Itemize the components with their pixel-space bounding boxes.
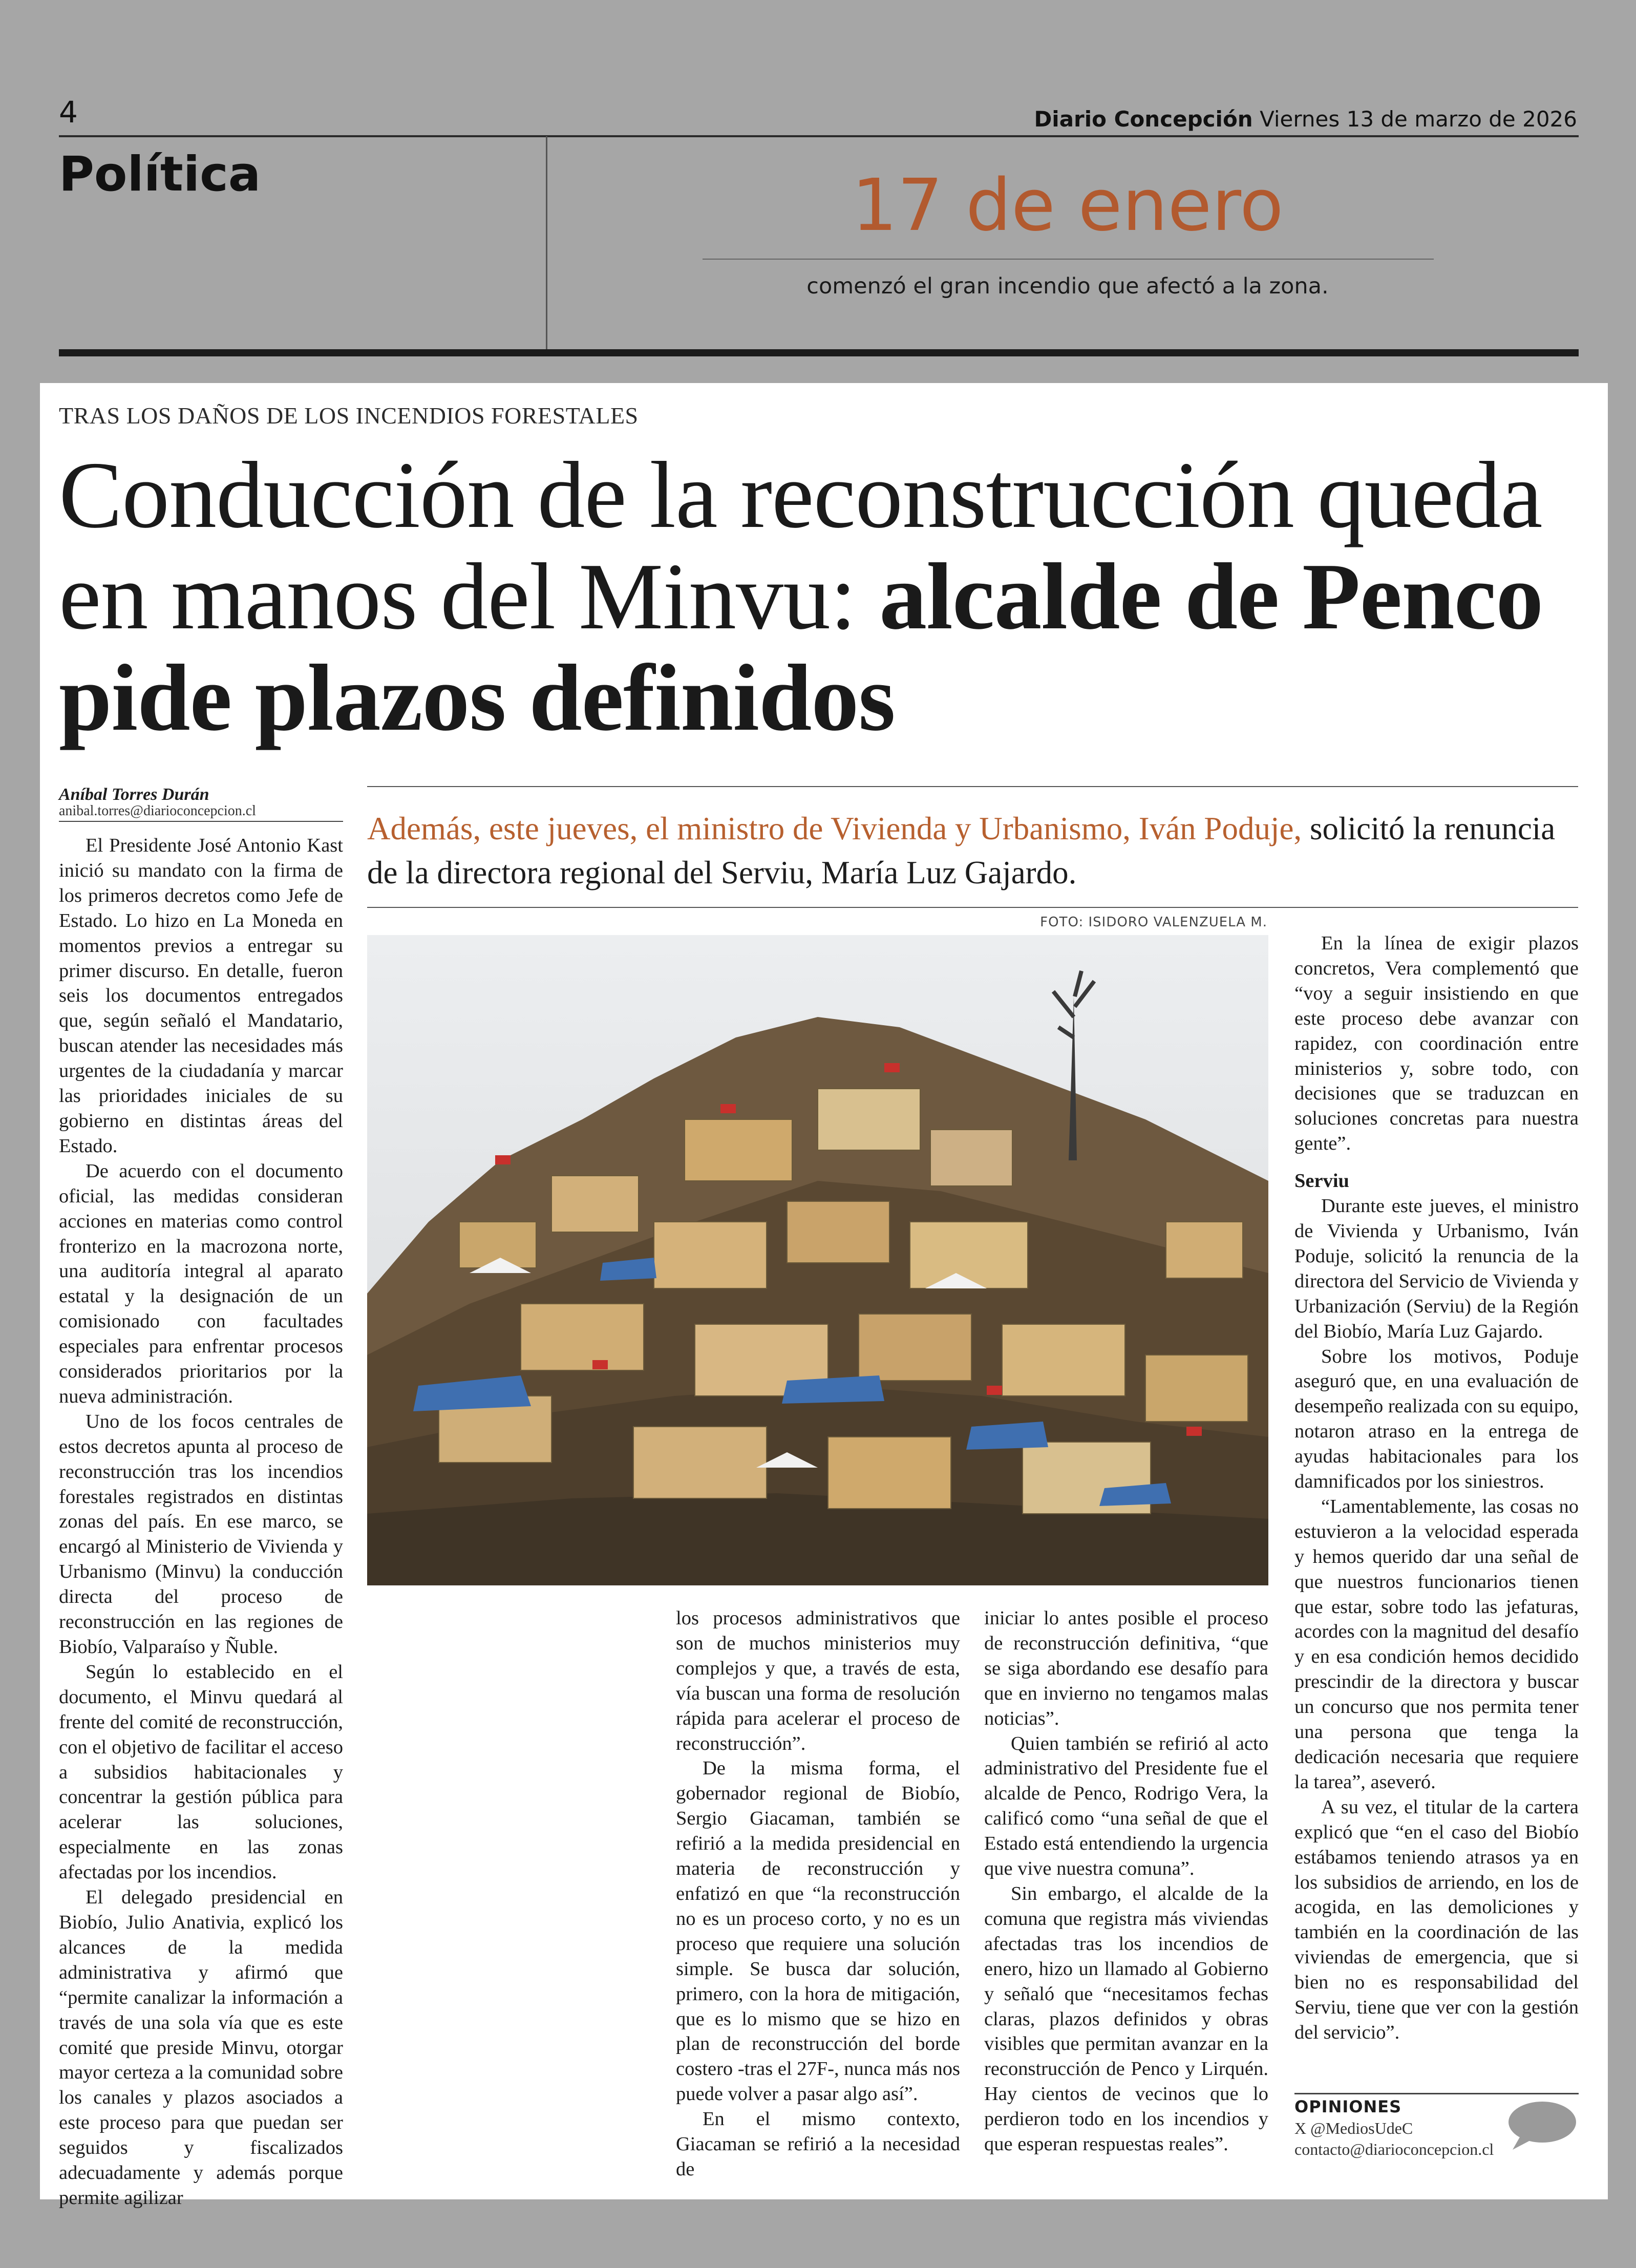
highlight-rule — [703, 259, 1434, 260]
hillside-reconstruction-photo — [367, 935, 1268, 1585]
lead-rule-top — [367, 786, 1578, 787]
paragraph: De acuerdo con el documento oficial, las medidas consideran acciones en materias como control fronterizo en la macrozona norte, una auditoría integral al aparato estatal y la designación de un comisionado con facultades especiales para enfrentar procesos considerados prioritarios por la nueva administración. — [59, 1160, 343, 1407]
opinions-title: OPINIONES — [1294, 2097, 1402, 2116]
paragraph: De la misma forma, el gobernador regional de Biobío, Sergio Giacaman, también se refirió a la medida presidencial en materia de reconstrucción y enfatizó en que “la reconstrucción no es un proceso corto, y no es un proceso que requiere una solución simple. Se busca dar solución, primero, con la hora de mitigación, que es lo mismo que se hizo en plan de reconstrucción del borde costero -tras el 27F-, nunca más nos puede volver a pasar algo así”. — [676, 1757, 960, 2105]
opinions-x-handle[interactable]: X @MediosUdeC — [1294, 2119, 1413, 2137]
headline — [59, 444, 1590, 749]
page-header — [0, 0, 1636, 379]
author-email[interactable]: anibal.torres@diarioconcepcion.cl — [59, 803, 256, 819]
opinions-rule — [1294, 2093, 1579, 2094]
author-name: Aníbal Torres Durán — [59, 785, 209, 804]
paragraph: A su vez, el titular de la cartera explicó que “en el caso del Biobío estábamos teniendo atrasos ya en los subsidios de arriendo, en los de acogida, en las demoliciones y también en la coordinación de las viviendas de emergencia, que si bien no es responsabilidad del Serviu, tiene que ver con la gestión del servicio”. — [1294, 1796, 1579, 2043]
issue-date: Viernes 13 de marzo de 2026 — [1260, 107, 1577, 132]
article-column-4 — [1294, 931, 1579, 2045]
article-column-2 — [676, 1606, 960, 2182]
header-divider — [546, 136, 547, 350]
paragraph: Según lo establecido en el documento, el Minvu quedará al frente del comité de reconstrucción, con el objetivo de facilitar el acceso a subsidios habitacionales y concentrar la gestión pública para acelerar las soluciones, especialmente en las zonas afectadas por los incendios. — [59, 1661, 343, 1883]
page-number: 4 — [59, 95, 78, 130]
header-top-rule — [59, 135, 1579, 137]
byline-rule — [59, 821, 343, 822]
opinions-email[interactable]: contacto@diarioconcepcion.cl — [1294, 2140, 1494, 2158]
headline-bold: alcalde de Penco pide plazos definidos — [59, 544, 1543, 751]
section-title: Política — [59, 146, 261, 202]
highlight-caption: comenzó el gran incendio que afectó a la zona. — [806, 273, 1329, 299]
newspaper-name: Diario Concepción — [1034, 107, 1253, 132]
subhead: Serviu — [1294, 1170, 1349, 1192]
lead-accent: Además, este jueves, el ministro de Vivienda y Urbanismo, Iván Poduje, — [367, 811, 1302, 846]
photo-credit: FOTO: ISIDORO VALENZUELA M. — [1040, 915, 1267, 930]
paragraph: Sin embargo, el alcalde de la comuna que registra más viviendas afectadas tras los incendios de enero, hizo un llamado al Gobierno y señaló que “necesitamos fechas claras, plazos definidos y obras visibles que permitan avanzar en la reconstrucción de Penco y Lirquén. Hay cientos de vecinos que lo perdieron todo en los incendios y que esperan respuestas reales”. — [984, 1882, 1268, 2155]
paragraph: Sobre los motivos, Poduje aseguró que, en una evaluación de desempeño realizada con su equipo, notaron atraso en la entrega de ayudas habitacionales para los damnificados por los siniestros. — [1294, 1345, 1579, 1493]
article-column-3 — [984, 1606, 1268, 2157]
headline-regular: Conducción de la reconstrucción queda en manos del Minvu: — [59, 442, 1542, 649]
spacer — [1294, 1156, 1579, 1169]
lead-paragraph — [367, 807, 1581, 895]
header-bottom-rule — [59, 349, 1579, 356]
paragraph: Quien también se refirió al acto administrativo del Presidente fue el alcalde de Penco, Rodrigo Vera, la calificó como “una señal de que el Estado está entendiendo la urgencia que vive nuestra comuna”. — [984, 1732, 1268, 1880]
paragraph: En el mismo contexto, Giacaman se refirió a la necesidad de — [676, 2108, 960, 2180]
paragraph: El delegado presidencial en Biobío, Julio Anativia, explicó los alcances de la medida administrativa y afirmó que “permite canalizar la información a través de una sola vía que es este comité que preside Minvu, otorgar mayor certeza a la comunidad sobre los canales y plazos asociados a este proceso para que puedan ser seguidos y fiscalizados adecuadamente y además porque permite agilizar — [59, 1887, 343, 2209]
article-column-1 — [59, 833, 343, 2211]
lead-rule-bottom — [367, 907, 1578, 908]
paragraph: En la línea de exigir plazos concretos, Vera complementó que “voy a seguir insistiendo en que este proceso debe avanzar con rapidez, con coordinación entre ministerios y, sobre todo, con decisiones que se traduzcan en soluciones concretas para nuestra gente”. — [1294, 932, 1579, 1155]
paragraph: los procesos administrativos que son de muchos ministerios muy complejos y que, a través de esta, vía buscan una forma de resolución rápida para acelerar el proceso de reconstrucción”. — [676, 1607, 960, 1754]
lead-rest: solicitó la renuncia de la directora regional del Serviu, María Luz Gajardo. — [367, 811, 1556, 891]
paragraph: “Lamentablemente, las cosas no estuvieron a la velocidad esperada y hemos querido dar una señal de que nuestros funcionarios tienen que estar, sobre todo las jefaturas, acordes con la magnitud del desafío y en esa condición hemos decidido prescindir de la directora y buscar un concurso que nos permita tener una persona que tenga la dedicación necesaria que requiere la tarea”, aseveró. — [1294, 1495, 1579, 1793]
paragraph: Uno de los focos centrales de estos decretos apunta al proceso de reconstrucción tras los incendios forestales registrados en distintas zonas del país. En ese marco, se encargó al Ministerio de Vivienda y Urbanismo (Minvu) la conducción directa del proceso de reconstrucción en las regiones de Biobío, Valparaíso y Ñuble. — [59, 1410, 343, 1658]
speech-bubble-icon — [1505, 2100, 1577, 2151]
paragraph: Durante este jueves, el ministro de Vivienda y Urbanismo, Iván Poduje, solicitó la renuncia de la directora del Servicio de Vivienda y Urbanización (Serviu) de la Región del Biobío, María Luz Gajardo. — [1294, 1195, 1579, 1342]
paragraph: iniciar lo antes posible el proceso de reconstrucción definitiva, “que se siga abordando ese desafío para que en invierno no tengamos malas noticias”. — [984, 1607, 1268, 1729]
masthead — [1034, 109, 1577, 130]
paragraph: El Presidente José Antonio Kast inició su mandato con la firma de los primeros decretos como Jefe de Estado. Lo hizo en La Moneda en momentos previos a entregar su primer discurso. En detalle, fueron seis los documentos entregados que, según señaló el Mandatario, buscan atender las necesidades más urgentes de la ciudadanía y marcar las prioridades iniciales de su gobierno en distintas áreas del Estado. — [59, 835, 343, 1157]
kicker: TRAS LOS DAÑOS DE LOS INCENDIOS FORESTALES — [59, 402, 639, 429]
highlight-date: 17 de enero — [852, 164, 1284, 247]
